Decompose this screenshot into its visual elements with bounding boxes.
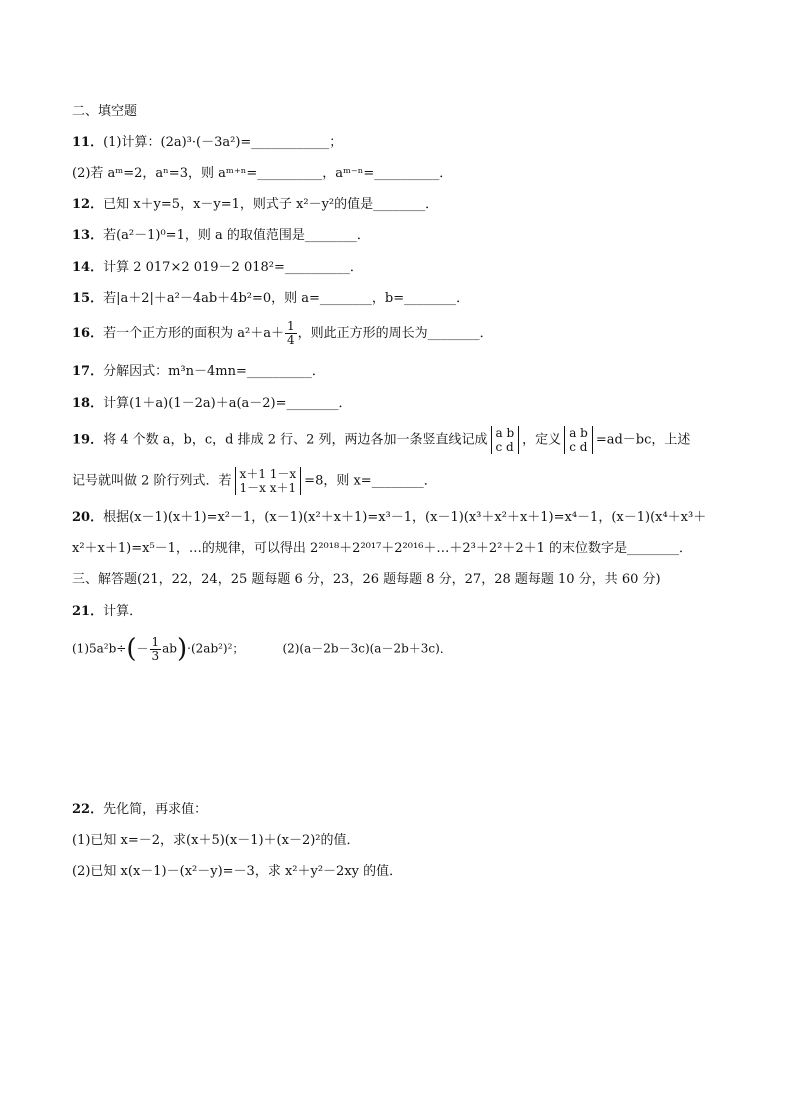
question-number: 19． (72, 432, 104, 448)
fraction-denominator: 3 (151, 648, 160, 663)
question-text: 根据(x－1)(x＋1)=x²－1，(x－1)(x²＋x＋1)=x³－1，(x－1)(x³＋x²＋x＋1)=x⁴－1，(x－1)(x⁴＋x³＋ (103, 510, 707, 525)
question-20-line-2: x²＋x＋1)=x⁵－1，…的规律，可以得出 2²⁰¹⁸＋2²⁰¹⁷＋2²⁰¹⁶＋…＋2³＋2²＋2＋1 的末位数字是________． (72, 541, 693, 556)
question-12 (72, 197, 438, 213)
determinant-row-2: 1－x x＋1 (239, 481, 297, 495)
question-14 (72, 260, 363, 276)
question-text-mid: ，定义 (522, 432, 562, 448)
question-text: (1)计算：(2a)³·(－3a²)=____________； (103, 135, 343, 150)
determinant-row-1: a b (569, 426, 588, 440)
question-text-pre: 若一个正方形的面积为 a²＋a＋ (103, 326, 284, 341)
fraction-one-third (150, 636, 162, 663)
question-number: 16． (72, 326, 104, 341)
question-title: 先化简，再求值： (103, 802, 208, 817)
question-text-post: =ad－bc，上述 (595, 432, 691, 448)
question-number: 22． (72, 802, 104, 817)
question-number: 14． (72, 260, 104, 275)
question-text: 若(a²－1)⁰=1，则 a 的取值范围是________． (103, 228, 370, 243)
question-19-line-1 (72, 426, 690, 454)
question-18 (72, 396, 352, 412)
question-number: 20． (72, 510, 104, 525)
question-text-post: ，则此正方形的周长为________． (297, 326, 493, 341)
question-21 (72, 604, 142, 620)
determinant-equation (235, 467, 302, 495)
part-1-post: ·(2ab²)²； (187, 641, 245, 656)
section-3-title: 三、解答题(21，22，24，25 题每题 6 分，23，26 题每题 8 分，27，28 题每题 10 分，共 60 分) (72, 572, 661, 587)
question-text: 计算(1＋a)(1－2a)＋a(a－2)=________． (103, 396, 352, 411)
question-text-pre: 记号就叫做 2 阶行列式．若 (72, 473, 232, 489)
fraction-denominator: 4 (286, 333, 295, 347)
question-title: 计算． (103, 604, 143, 619)
question-number: 21． (72, 604, 104, 619)
question-text-pre: 将 4 个数 a，b，c，d 排成 2 行、2 列，两边各加一条竖直线记成 (103, 432, 488, 448)
fraction-numerator: 1 (151, 634, 160, 649)
determinant-row-2: c d (569, 440, 588, 454)
question-19-line-2 (72, 467, 437, 495)
question-22 (72, 802, 207, 818)
question-11 (72, 135, 342, 151)
determinant-notation (491, 426, 520, 454)
question-21-parts (72, 634, 452, 664)
section-2-title: 二、填空题 (72, 104, 138, 119)
question-17 (72, 364, 325, 380)
question-number: 12． (72, 197, 104, 212)
determinant-row-1: a b (495, 426, 515, 440)
question-number: 13． (72, 228, 104, 243)
fraction-one-quarter (285, 320, 297, 347)
determinant-row-1: x＋1 1－x (239, 467, 297, 481)
question-text-post: =8，则 x=________． (304, 473, 437, 489)
right-paren: ) (177, 634, 188, 664)
question-11-part-2: (2)若 aᵐ=2，aⁿ=3，则 aᵐ⁺ⁿ=__________，aᵐ⁻ⁿ=__________． (72, 166, 453, 181)
question-16 (72, 320, 493, 347)
fraction-post: ab (162, 641, 177, 656)
question-20-line-1 (72, 510, 706, 526)
determinant-row-2: c d (495, 440, 514, 454)
question-number: 17． (72, 364, 104, 379)
question-number: 11． (72, 135, 104, 150)
fraction-numerator: 1 (286, 319, 295, 333)
question-13 (72, 228, 370, 244)
question-22-part-2: (2)已知 x(x－1)－(x²－y)=－3，求 x²＋y²－2xy 的值． (72, 864, 403, 879)
question-22-part-1: (1)已知 x=－2，求(x＋5)(x－1)＋(x－2)²的值． (72, 833, 360, 848)
question-15 (72, 291, 469, 307)
question-number: 18． (72, 396, 104, 411)
part-1-pre: (1)5a²b÷ (72, 641, 127, 656)
question-text: 计算 2 017×2 019－2 018²=__________． (103, 260, 363, 275)
fraction-sign: － (136, 641, 149, 656)
determinant-definition (564, 426, 593, 454)
question-text: 若|a＋2|＋a²－4ab＋4b²=0，则 a=________，b=________． (103, 291, 470, 306)
question-number: 15． (72, 291, 104, 306)
question-text: 分解因式：m³n－4mn=__________． (103, 364, 325, 379)
left-paren: ( (126, 634, 137, 664)
part-2: (2)(a－2b－3c)(a－2b＋3c)． (282, 641, 452, 656)
question-text: 已知 x＋y=5，x－y=1，则式子 x²－y²的值是________． (103, 197, 439, 212)
